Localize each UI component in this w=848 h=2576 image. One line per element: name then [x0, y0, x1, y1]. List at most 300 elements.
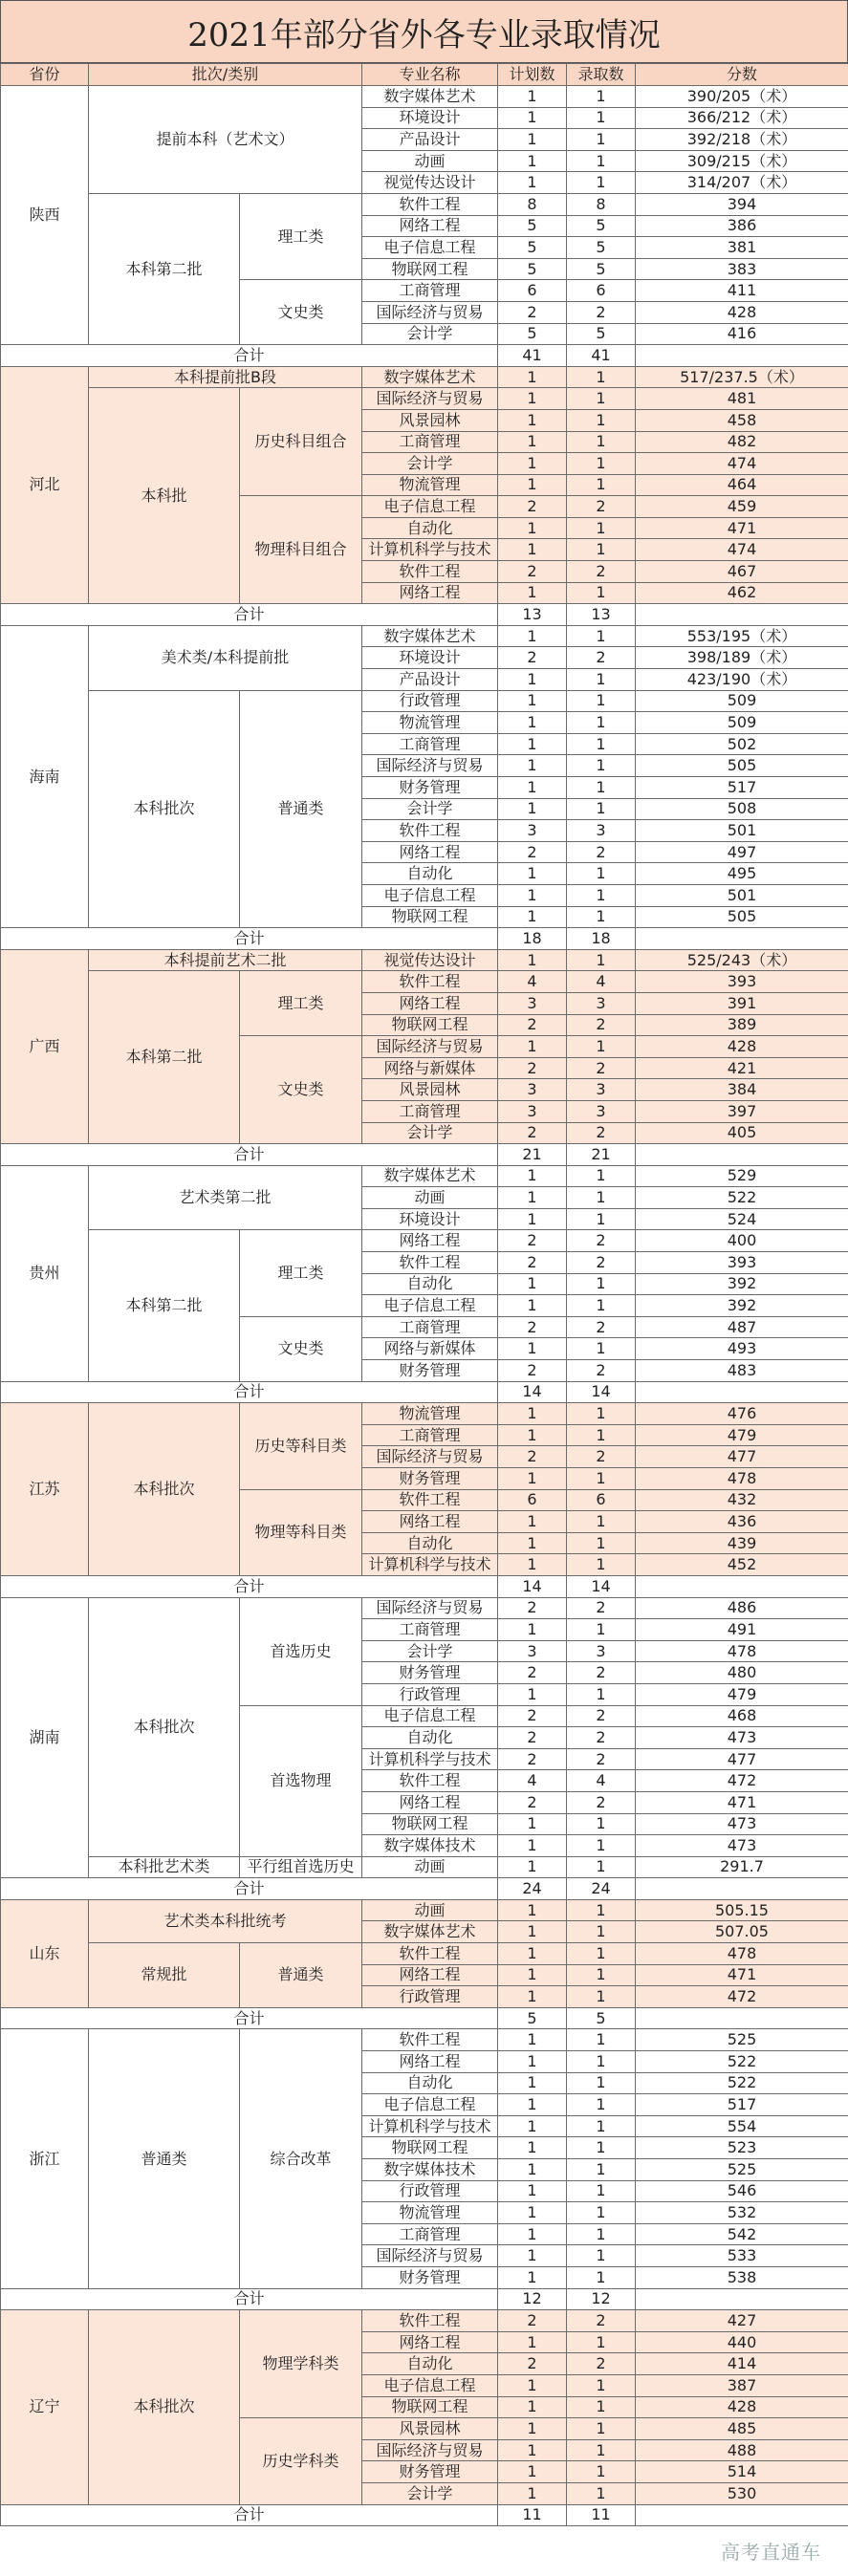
- total-label: 合计: [1, 2504, 498, 2526]
- watermark: 高考直通车: [721, 2541, 821, 2564]
- province-cell: 山东: [1, 1899, 89, 2007]
- major-cell: 产品设计: [362, 129, 498, 151]
- plan-cell: 1: [498, 2331, 567, 2353]
- admission-table: [0, 63, 848, 2526]
- major-cell: 软件工程: [362, 971, 498, 993]
- plan-cell: 5: [498, 258, 567, 280]
- batch-cell: 本科批次: [89, 690, 240, 928]
- plan-cell: 1: [498, 474, 567, 496]
- admit-cell: 1: [567, 625, 636, 647]
- admit-cell: 1: [567, 712, 636, 734]
- total-score-empty: [636, 928, 848, 950]
- admit-cell: 6: [567, 280, 636, 302]
- major-cell: 工商管理: [362, 431, 498, 453]
- plan-cell: 1: [498, 1165, 567, 1187]
- admit-cell: 1: [567, 409, 636, 431]
- admit-cell: 1: [567, 107, 636, 129]
- total-label: 合计: [1, 2007, 498, 2029]
- major-cell: 国际经济与贸易: [362, 388, 498, 410]
- total-plan: 14: [498, 1575, 567, 1597]
- score-cell: 497: [636, 841, 848, 863]
- major-cell: 电子信息工程: [362, 884, 498, 906]
- table-row: [1, 1403, 848, 1425]
- admit-cell: 4: [567, 1770, 636, 1792]
- score-cell: 505.15: [636, 1899, 848, 1921]
- admit-cell: 2: [567, 561, 636, 583]
- score-cell: 428: [636, 2396, 848, 2418]
- plan-cell: 1: [498, 1986, 567, 2008]
- score-cell: 383: [636, 258, 848, 280]
- score-cell: 472: [636, 1770, 848, 1792]
- plan-cell: 1: [498, 690, 567, 712]
- score-cell: 538: [636, 2266, 848, 2288]
- table-row: [1, 1899, 848, 1921]
- score-cell: 478: [636, 1640, 848, 1662]
- admit-cell: 1: [567, 949, 636, 971]
- score-cell: 491: [636, 1619, 848, 1641]
- admit-cell: 1: [567, 863, 636, 885]
- admit-cell: 1: [567, 1835, 636, 1857]
- admit-cell: 1: [567, 1532, 636, 1554]
- score-cell: 525: [636, 2029, 848, 2051]
- plan-cell: 1: [498, 2029, 567, 2051]
- major-cell: 自动化: [362, 1532, 498, 1554]
- major-cell: 电子信息工程: [362, 1705, 498, 1727]
- score-cell: 398/189（术）: [636, 647, 848, 669]
- admit-cell: 2: [567, 841, 636, 863]
- score-cell: 554: [636, 2115, 848, 2137]
- score-cell: 440: [636, 2331, 848, 2353]
- province-cell: 湖南: [1, 1597, 89, 1878]
- header-admit: 录取数: [567, 64, 636, 86]
- major-cell: 电子信息工程: [362, 2374, 498, 2396]
- major-cell: 电子信息工程: [362, 2094, 498, 2116]
- category-cell: 物理科目组合: [240, 496, 362, 604]
- admit-cell: 1: [567, 2094, 636, 2116]
- table-row: [1, 193, 848, 215]
- major-cell: 电子信息工程: [362, 496, 498, 518]
- total-plan: 21: [498, 1144, 567, 1166]
- table-row: [1, 1597, 848, 1619]
- major-cell: 风景园林: [362, 2418, 498, 2440]
- score-cell: 473: [636, 1727, 848, 1749]
- plan-cell: 1: [498, 2482, 567, 2504]
- category-cell: 首选物理: [240, 1705, 362, 1856]
- major-cell: 计算机科学与技术: [362, 2115, 498, 2137]
- plan-cell: 1: [498, 1943, 567, 1965]
- admit-cell: 1: [567, 2245, 636, 2267]
- score-cell: 423/190（术）: [636, 669, 848, 691]
- score-cell: 309/215（术）: [636, 150, 848, 172]
- admit-cell: 2: [567, 301, 636, 323]
- major-cell: 网络工程: [362, 215, 498, 237]
- score-cell: 509: [636, 690, 848, 712]
- score-cell: 501: [636, 884, 848, 906]
- total-row: [1, 2007, 848, 2029]
- admit-cell: 2: [567, 1316, 636, 1338]
- admit-cell: 1: [567, 1856, 636, 1878]
- plan-cell: 4: [498, 971, 567, 993]
- major-cell: 物流管理: [362, 712, 498, 734]
- admit-cell: 2: [567, 2310, 636, 2332]
- plan-cell: 1: [498, 1835, 567, 1857]
- score-cell: 392: [636, 1295, 848, 1317]
- major-cell: 环境设计: [362, 107, 498, 129]
- category-cell: 综合改革: [240, 2029, 362, 2288]
- score-cell: 381: [636, 237, 848, 259]
- score-cell: 479: [636, 1424, 848, 1446]
- category-cell: 理工类: [240, 971, 362, 1036]
- admit-cell: 1: [567, 2461, 636, 2483]
- score-cell: 393: [636, 1252, 848, 1274]
- admit-cell: 3: [567, 1100, 636, 1122]
- batch-cell: 本科第二批: [89, 1230, 240, 1381]
- plan-cell: 1: [498, 388, 567, 410]
- plan-cell: 1: [498, 539, 567, 561]
- major-cell: 数字媒体技术: [362, 1835, 498, 1857]
- score-cell: 522: [636, 2051, 848, 2073]
- total-plan: 18: [498, 928, 567, 950]
- batch-cell: 本科批: [89, 388, 240, 604]
- score-cell: 477: [636, 1446, 848, 1468]
- admit-cell: 2: [567, 1122, 636, 1144]
- score-cell: 291.7: [636, 1856, 848, 1878]
- plan-cell: 1: [498, 1964, 567, 1986]
- admit-cell: 2: [567, 647, 636, 669]
- major-cell: 工商管理: [362, 1424, 498, 1446]
- admit-cell: 1: [567, 1187, 636, 1209]
- score-cell: 471: [636, 517, 848, 539]
- header-major: 专业名称: [362, 64, 498, 86]
- major-cell: 软件工程: [362, 561, 498, 583]
- score-cell: 428: [636, 1036, 848, 1058]
- plan-cell: 2: [498, 1316, 567, 1338]
- major-cell: 工商管理: [362, 1619, 498, 1641]
- admit-cell: 5: [567, 237, 636, 259]
- total-score-empty: [636, 345, 848, 367]
- score-cell: 391: [636, 992, 848, 1014]
- table-row: [1, 388, 848, 410]
- batch-cell: 本科批次: [89, 1403, 240, 1576]
- major-cell: 自动化: [362, 863, 498, 885]
- plan-cell: 2: [498, 841, 567, 863]
- admit-cell: 1: [567, 1986, 636, 2008]
- total-label: 合计: [1, 604, 498, 626]
- province-cell: 陕西: [1, 86, 89, 345]
- plan-cell: 1: [498, 1424, 567, 1446]
- admit-cell: 1: [567, 733, 636, 755]
- admit-cell: 1: [567, 2115, 636, 2137]
- major-cell: 财务管理: [362, 1360, 498, 1382]
- total-row: [1, 2504, 848, 2526]
- admit-cell: 2: [567, 1360, 636, 1382]
- total-admit: 14: [567, 1381, 636, 1403]
- major-cell: 动画: [362, 1856, 498, 1878]
- batch-cell: 本科提前批B段: [89, 366, 362, 388]
- category-cell: 普通类: [240, 690, 362, 928]
- plan-cell: 1: [498, 1273, 567, 1295]
- admit-cell: 1: [567, 2374, 636, 2396]
- admit-cell: 1: [567, 1683, 636, 1705]
- admit-cell: 1: [567, 1943, 636, 1965]
- plan-cell: 5: [498, 323, 567, 345]
- admit-cell: 1: [567, 2180, 636, 2202]
- table-row: [1, 1230, 848, 1252]
- major-cell: 网络与新媒体: [362, 1338, 498, 1360]
- admit-cell: 1: [567, 1619, 636, 1641]
- score-cell: 459: [636, 496, 848, 518]
- plan-cell: 2: [498, 1252, 567, 1274]
- plan-cell: 1: [498, 2094, 567, 2116]
- major-cell: 自动化: [362, 1273, 498, 1295]
- admit-cell: 3: [567, 1640, 636, 1662]
- total-plan: 5: [498, 2007, 567, 2029]
- major-cell: 会计学: [362, 798, 498, 820]
- major-cell: 数字媒体艺术: [362, 86, 498, 108]
- major-cell: 物联网工程: [362, 1014, 498, 1036]
- total-row: [1, 1575, 848, 1597]
- category-cell: 历史等科目类: [240, 1403, 362, 1489]
- score-cell: 524: [636, 1208, 848, 1230]
- plan-cell: 1: [498, 884, 567, 906]
- admit-cell: 1: [567, 1813, 636, 1835]
- plan-cell: 2: [498, 561, 567, 583]
- total-score-empty: [636, 2288, 848, 2310]
- score-cell: 386: [636, 215, 848, 237]
- plan-cell: 2: [498, 1597, 567, 1619]
- plan-cell: 1: [498, 2115, 567, 2137]
- major-cell: 物流管理: [362, 2202, 498, 2224]
- category-cell: 文史类: [240, 280, 362, 345]
- admit-cell: 1: [567, 1273, 636, 1295]
- score-cell: 462: [636, 582, 848, 604]
- score-cell: 529: [636, 1165, 848, 1187]
- total-admit: 18: [567, 928, 636, 950]
- plan-cell: 3: [498, 1100, 567, 1122]
- major-cell: 动画: [362, 1899, 498, 1921]
- score-cell: 481: [636, 388, 848, 410]
- admit-cell: 1: [567, 1964, 636, 1986]
- plan-cell: 3: [498, 992, 567, 1014]
- plan-cell: 2: [498, 1748, 567, 1770]
- admit-cell: 2: [567, 1727, 636, 1749]
- major-cell: 产品设计: [362, 669, 498, 691]
- major-cell: 行政管理: [362, 2180, 498, 2202]
- admit-cell: 2: [567, 1597, 636, 1619]
- province-cell: 辽宁: [1, 2310, 89, 2504]
- header-plan: 计划数: [498, 64, 567, 86]
- plan-cell: 5: [498, 237, 567, 259]
- plan-cell: 2: [498, 1446, 567, 1468]
- admit-cell: 3: [567, 992, 636, 1014]
- score-cell: 393: [636, 971, 848, 993]
- score-cell: 483: [636, 1360, 848, 1382]
- total-admit: 11: [567, 2504, 636, 2526]
- score-cell: 384: [636, 1079, 848, 1101]
- plan-cell: 1: [498, 1208, 567, 1230]
- major-cell: 网络工程: [362, 2051, 498, 2073]
- total-label: 合计: [1, 1381, 498, 1403]
- admit-cell: 1: [567, 2137, 636, 2159]
- page-title: 2021年部分省外各专业录取情况: [0, 0, 848, 63]
- major-cell: 自动化: [362, 2072, 498, 2094]
- score-cell: 478: [636, 1943, 848, 1965]
- major-cell: 财务管理: [362, 2266, 498, 2288]
- batch-cell: 艺术类第二批: [89, 1165, 362, 1230]
- plan-cell: 2: [498, 1230, 567, 1252]
- batch-cell: 本科批次: [89, 1597, 240, 1856]
- category-cell: 历史学科类: [240, 2418, 362, 2504]
- plan-cell: 1: [498, 2051, 567, 2073]
- admit-cell: 1: [567, 906, 636, 928]
- admit-cell: 1: [567, 1295, 636, 1317]
- score-cell: 452: [636, 1554, 848, 1576]
- score-cell: 522: [636, 1187, 848, 1209]
- score-cell: 314/207（术）: [636, 172, 848, 194]
- total-score-empty: [636, 1878, 848, 1900]
- major-cell: 财务管理: [362, 1468, 498, 1490]
- score-cell: 473: [636, 1835, 848, 1857]
- plan-cell: 1: [498, 1338, 567, 1360]
- plan-cell: 1: [498, 2439, 567, 2461]
- score-cell: 479: [636, 1683, 848, 1705]
- total-admit: 21: [567, 1144, 636, 1166]
- admit-cell: 1: [567, 1468, 636, 1490]
- total-plan: 24: [498, 1878, 567, 1900]
- plan-cell: 2: [498, 1727, 567, 1749]
- category-cell: 理工类: [240, 193, 362, 279]
- category-cell: 首选历史: [240, 1597, 362, 1705]
- plan-cell: 1: [498, 2266, 567, 2288]
- score-cell: 478: [636, 1468, 848, 1490]
- plan-cell: 2: [498, 1122, 567, 1144]
- total-label: 合计: [1, 345, 498, 367]
- plan-cell: 1: [498, 1813, 567, 1835]
- total-plan: 41: [498, 345, 567, 367]
- admit-cell: 2: [567, 1662, 636, 1684]
- admit-cell: 8: [567, 193, 636, 215]
- total-plan: 13: [498, 604, 567, 626]
- major-cell: 自动化: [362, 2353, 498, 2375]
- admit-cell: 3: [567, 1079, 636, 1101]
- plan-cell: 1: [498, 733, 567, 755]
- admit-cell: 1: [567, 431, 636, 453]
- major-cell: 软件工程: [362, 1252, 498, 1274]
- plan-cell: 1: [498, 582, 567, 604]
- category-cell: 平行组首选历史: [240, 1856, 362, 1878]
- admit-cell: 1: [567, 2482, 636, 2504]
- major-cell: 物联网工程: [362, 1813, 498, 1835]
- plan-cell: 5: [498, 215, 567, 237]
- major-cell: 会计学: [362, 453, 498, 475]
- major-cell: 国际经济与贸易: [362, 2439, 498, 2461]
- score-cell: 514: [636, 2461, 848, 2483]
- major-cell: 网络工程: [362, 841, 498, 863]
- score-cell: 525: [636, 2159, 848, 2181]
- major-cell: 计算机科学与技术: [362, 539, 498, 561]
- plan-cell: 1: [498, 1187, 567, 1209]
- plan-cell: 1: [498, 777, 567, 799]
- major-cell: 国际经济与贸易: [362, 2245, 498, 2267]
- major-cell: 环境设计: [362, 1208, 498, 1230]
- plan-cell: 2: [498, 1014, 567, 1036]
- score-cell: 390/205（术）: [636, 86, 848, 108]
- province-cell: 海南: [1, 625, 89, 927]
- admit-cell: 5: [567, 323, 636, 345]
- admit-cell: 1: [567, 2439, 636, 2461]
- batch-cell: 美术类/本科提前批: [89, 625, 362, 690]
- plan-cell: 1: [498, 863, 567, 885]
- score-cell: 485: [636, 2418, 848, 2440]
- major-cell: 数字媒体技术: [362, 2159, 498, 2181]
- score-cell: 467: [636, 561, 848, 583]
- table-row: [1, 1165, 848, 1187]
- total-plan: 14: [498, 1381, 567, 1403]
- admit-cell: 1: [567, 539, 636, 561]
- score-cell: 505: [636, 755, 848, 777]
- admit-cell: 1: [567, 1424, 636, 1446]
- plan-cell: 1: [498, 107, 567, 129]
- category-cell: 文史类: [240, 1036, 362, 1144]
- score-cell: 542: [636, 2223, 848, 2245]
- plan-cell: 1: [498, 366, 567, 388]
- admit-cell: 1: [567, 2223, 636, 2245]
- score-cell: 387: [636, 2374, 848, 2396]
- score-cell: 522: [636, 2072, 848, 2094]
- header-score: 分数: [636, 64, 848, 86]
- category-cell: 物理等科目类: [240, 1489, 362, 1575]
- plan-cell: 2: [498, 1360, 567, 1382]
- admit-cell: 1: [567, 1338, 636, 1360]
- table-row: [1, 1856, 848, 1878]
- plan-cell: 1: [498, 2180, 567, 2202]
- score-cell: 432: [636, 1489, 848, 1511]
- province-cell: 贵州: [1, 1165, 89, 1381]
- plan-cell: 1: [498, 2072, 567, 2094]
- plan-cell: 1: [498, 2159, 567, 2181]
- header-row: [1, 64, 848, 86]
- plan-cell: 1: [498, 1295, 567, 1317]
- score-cell: 523: [636, 2137, 848, 2159]
- admit-cell: 1: [567, 1208, 636, 1230]
- score-cell: 507.05: [636, 1921, 848, 1943]
- admit-cell: 4: [567, 971, 636, 993]
- major-cell: 国际经济与贸易: [362, 301, 498, 323]
- plan-cell: 2: [498, 1705, 567, 1727]
- total-row: [1, 2288, 848, 2310]
- admit-cell: 1: [567, 2418, 636, 2440]
- score-cell: 509: [636, 712, 848, 734]
- admit-cell: 1: [567, 2396, 636, 2418]
- category-cell: 物理学科类: [240, 2310, 362, 2418]
- admit-cell: 3: [567, 820, 636, 842]
- score-cell: 508: [636, 798, 848, 820]
- plan-cell: 1: [498, 1554, 567, 1576]
- score-cell: 487: [636, 1316, 848, 1338]
- major-cell: 物联网工程: [362, 2137, 498, 2159]
- plan-cell: 8: [498, 193, 567, 215]
- table-row: [1, 690, 848, 712]
- plan-cell: 1: [498, 517, 567, 539]
- major-cell: 物联网工程: [362, 906, 498, 928]
- total-admit: 12: [567, 2288, 636, 2310]
- plan-cell: 6: [498, 1489, 567, 1511]
- major-cell: 物流管理: [362, 474, 498, 496]
- plan-cell: 1: [498, 150, 567, 172]
- plan-cell: 3: [498, 1079, 567, 1101]
- score-cell: 482: [636, 431, 848, 453]
- plan-cell: 1: [498, 1511, 567, 1533]
